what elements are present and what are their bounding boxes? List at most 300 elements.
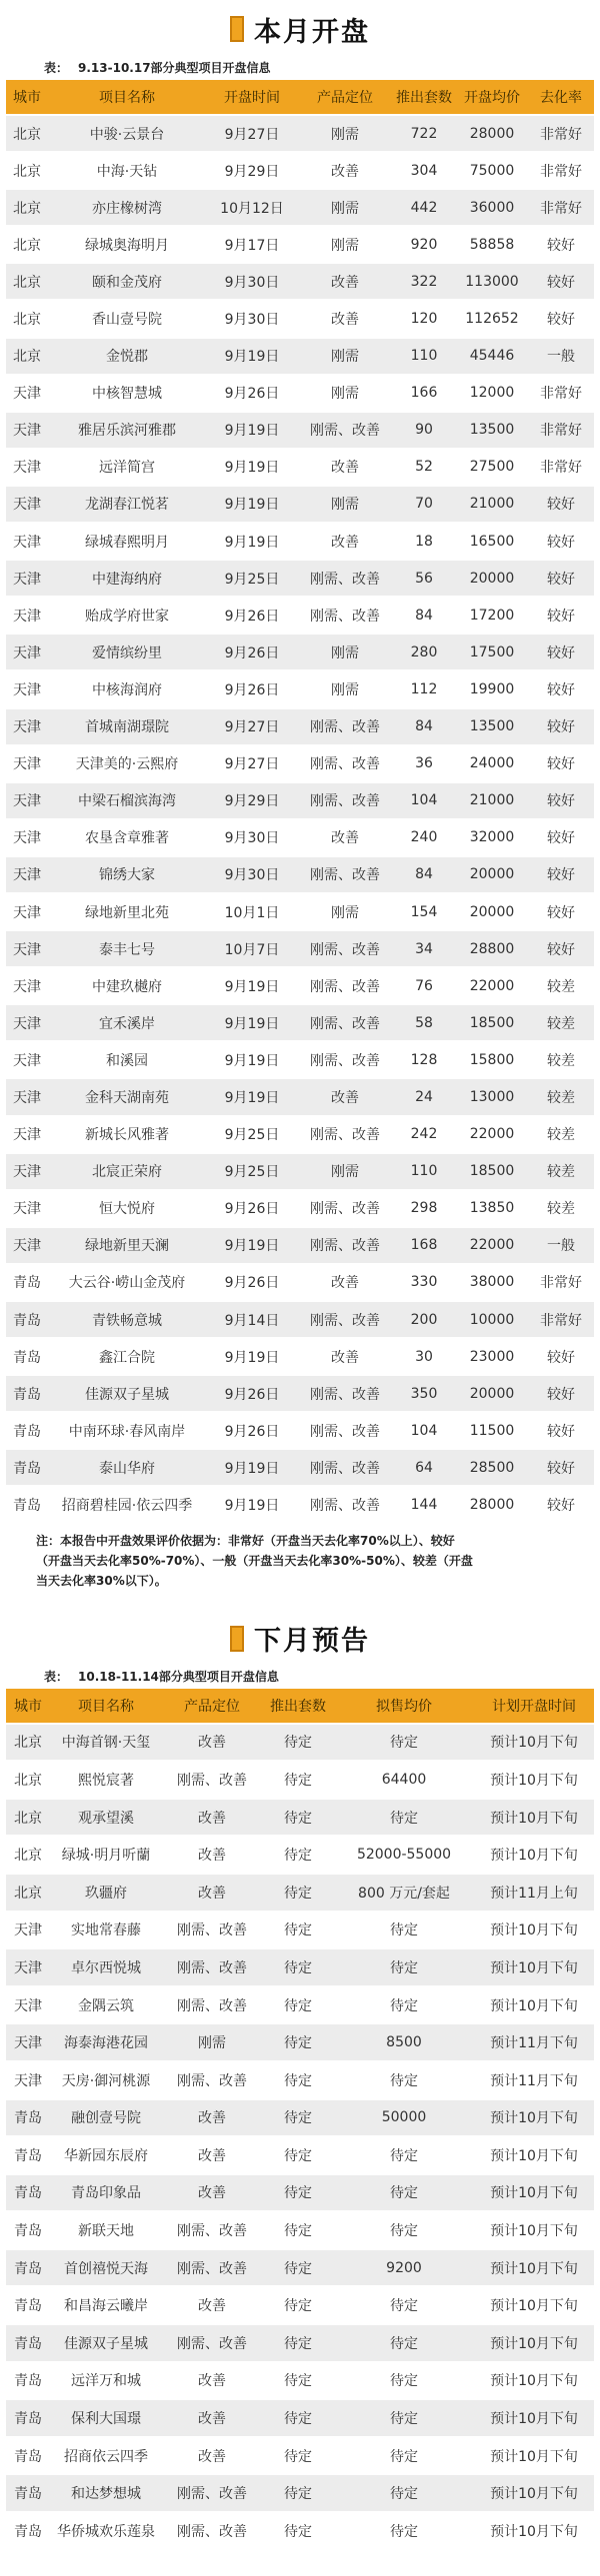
table-cell: 较差: [528, 1079, 594, 1114]
table-cell: 9月25日: [206, 561, 298, 596]
table-cell: 34: [392, 931, 456, 966]
table-body: [6, 116, 594, 1523]
table-cell: 22000: [456, 968, 528, 1003]
column-header: 开盘时间: [206, 80, 298, 114]
table-cell: 较好: [528, 1413, 594, 1448]
table-row: [6, 635, 594, 669]
table-cell: 21000: [456, 783, 528, 818]
table-cell: 较差: [528, 1042, 594, 1077]
table-cell: 华新园东辰府: [50, 2137, 162, 2173]
table-cell: 待定: [262, 2250, 334, 2286]
table-cell: 待定: [334, 2438, 474, 2474]
table-cell: 9月29日: [206, 783, 298, 818]
table-cell: 9月27日: [206, 709, 298, 744]
table-cell: 9月19日: [206, 1450, 298, 1485]
table-cell: 9月27日: [206, 746, 298, 781]
table-cell: 刚需: [298, 671, 392, 706]
table-cell: 天津: [6, 931, 48, 966]
table-cell: 45446: [456, 339, 528, 374]
table-cell: 大云谷·崂山金茂府: [48, 1265, 206, 1300]
table-row: [6, 1450, 594, 1485]
table-cell: 待定: [262, 2175, 334, 2211]
table-row: [6, 1228, 594, 1263]
table-cell: 较差: [528, 968, 594, 1003]
table-cell: 待定: [262, 1987, 334, 2023]
table-cell: 待定: [262, 2325, 334, 2361]
section-marker-icon: [230, 16, 244, 42]
table-cell: 待定: [262, 2363, 334, 2399]
table-cell: 一般: [528, 339, 594, 374]
column-header: 推出套数: [392, 80, 456, 114]
table-row: [6, 1800, 594, 1836]
section-header-next-month: [0, 1611, 600, 1667]
table-cell: 较好: [528, 1376, 594, 1411]
table-cell: 北京: [6, 1725, 50, 1761]
table-cell: 较好: [528, 301, 594, 336]
table-cell: 预计10月下旬: [474, 2400, 594, 2436]
table-row: [6, 968, 594, 1003]
table-header: [6, 1689, 594, 1723]
table-cell: 9月25日: [206, 1117, 298, 1152]
table-cell: 9月19日: [206, 1339, 298, 1374]
table-cell: 待定: [334, 2287, 474, 2323]
table-row: [6, 524, 594, 559]
table-row: [6, 116, 594, 151]
table-cell: 9月19日: [206, 487, 298, 522]
footnote-line: （开盘当天去化率50%-70%）、一般（开盘当天去化率30%-50%）、较差（开盘: [36, 1553, 473, 1568]
table-cell: 改善: [298, 1339, 392, 1374]
caption-text: 10.18-11.14部分典型项目开盘信息: [78, 1669, 279, 1684]
table-cell: 56: [392, 561, 456, 596]
table-cell: 青岛: [6, 2250, 50, 2286]
table-cell: 天房·御河桃源: [50, 2062, 162, 2098]
table-cell: 84: [392, 857, 456, 892]
table-row: [6, 1042, 594, 1077]
table-cell: 90: [392, 413, 456, 448]
table-cell: 待定: [262, 2513, 334, 2549]
table-cell: 爱情缤纷里: [48, 635, 206, 669]
table-caption: [0, 58, 600, 78]
table-cell: 预计10月下旬: [474, 2175, 594, 2211]
table-cell: 75000: [456, 153, 528, 188]
table-cell: 预计10月下旬: [474, 2438, 594, 2474]
table-row: [6, 931, 594, 966]
table-cell: 9月19日: [206, 1487, 298, 1522]
column-header: 计划开盘时间: [474, 1689, 594, 1723]
table-cell: 天津: [6, 671, 48, 706]
table-cell: 刚需、改善: [298, 598, 392, 633]
table-cell: 70: [392, 487, 456, 522]
table-cell: 青岛: [6, 1302, 48, 1337]
table-cell: 华侨城欢乐莲泉: [50, 2513, 162, 2549]
table-cell: 9月30日: [206, 264, 298, 299]
table-row: [6, 1191, 594, 1226]
table-cell: 天津: [6, 598, 48, 633]
table-cell: 9月14日: [206, 1302, 298, 1337]
table-cell: 27500: [456, 450, 528, 485]
table-cell: 雅居乐滨河雅郡: [48, 413, 206, 448]
table-cell: 亦庄橡树湾: [48, 190, 206, 225]
table-cell: 北京: [6, 227, 48, 262]
table-cell: 改善: [162, 2400, 262, 2436]
table-cell: 304: [392, 153, 456, 188]
table-cell: 10000: [456, 1302, 528, 1337]
table-row: [6, 1339, 594, 1374]
table-cell: 刚需、改善: [162, 2513, 262, 2549]
table-cell: 天津: [6, 820, 48, 855]
table-cell: 64400: [334, 1762, 474, 1798]
table-row: [6, 561, 594, 596]
table-cell: 锦绣大家: [48, 857, 206, 892]
table-cell: 刚需、改善: [298, 968, 392, 1003]
table-cell: 绿城·明月听蘭: [50, 1837, 162, 1873]
table-cell: 298: [392, 1191, 456, 1226]
table-cell: 刚需、改善: [298, 746, 392, 781]
table-cell: 刚需、改善: [162, 2212, 262, 2248]
table-cell: 刚需: [298, 116, 392, 151]
table-cell: 改善: [298, 524, 392, 559]
table-cell: 香山壹号院: [48, 301, 206, 336]
table-cell: 中建玖樾府: [48, 968, 206, 1003]
table-cell: 青岛: [6, 2438, 50, 2474]
table-cell: 宜禾溪岸: [48, 1005, 206, 1040]
table-cell: 青岛: [6, 2100, 50, 2136]
table-cell: 和昌海云曦岸: [50, 2287, 162, 2323]
table-cell: 刚需: [298, 1154, 392, 1189]
table-cell: 较好: [528, 820, 594, 855]
table-cell: 9月26日: [206, 1265, 298, 1300]
table-row: [6, 783, 594, 818]
table-cell: 预计10月下旬: [474, 1800, 594, 1836]
table-row: [6, 2100, 594, 2136]
table-row: [6, 598, 594, 633]
table-cell: 待定: [262, 1725, 334, 1761]
table-cell: 天津: [6, 783, 48, 818]
table-cell: 中海首钢·天玺: [50, 1725, 162, 1761]
table-cell: 9月19日: [206, 1228, 298, 1263]
table-cell: 北京: [6, 153, 48, 188]
table-cell: 待定: [262, 1762, 334, 1798]
table-cell: 青铁畅意城: [48, 1302, 206, 1337]
table-cell: 待定: [262, 1837, 334, 1873]
table-cell: 刚需、改善: [298, 1302, 392, 1337]
table-cell: 北京: [6, 1762, 50, 1798]
table-cell: 非常好: [528, 413, 594, 448]
table-cell: 64: [392, 1450, 456, 1485]
table-cell: 融创壹号院: [50, 2100, 162, 2136]
table-cell: 佳源双子星城: [48, 1376, 206, 1411]
table-cell: 改善: [162, 1875, 262, 1911]
table-cell: 较好: [528, 1450, 594, 1485]
forecast-table: [6, 1687, 594, 2551]
table-cell: 较好: [528, 598, 594, 633]
table-cell: 刚需、改善: [298, 931, 392, 966]
table-cell: 北京: [6, 1875, 50, 1911]
table-cell: 442: [392, 190, 456, 225]
table-cell: 天津美的·云熙府: [48, 746, 206, 781]
table-cell: 青岛: [6, 2513, 50, 2549]
table-cell: 贻成学府世家: [48, 598, 206, 633]
table-cell: 9月25日: [206, 1154, 298, 1189]
table-row: [6, 1913, 594, 1948]
table-cell: 240: [392, 820, 456, 855]
table-cell: 13000: [456, 1079, 528, 1114]
table-cell: 预计10月下旬: [474, 2287, 594, 2323]
table-row: [6, 2212, 594, 2248]
table-row: [6, 301, 594, 336]
table-cell: 待定: [334, 2325, 474, 2361]
table-cell: 青岛: [6, 1265, 48, 1300]
table-cell: 刚需、改善: [162, 2475, 262, 2511]
table-cell: 待定: [262, 2287, 334, 2323]
table-cell: 较好: [528, 894, 594, 929]
table-cell: 天津: [6, 857, 48, 892]
table-row: [6, 413, 594, 448]
table-cell: 中骏·云景台: [48, 116, 206, 151]
table-cell: 16500: [456, 524, 528, 559]
table-cell: 待定: [262, 2062, 334, 2098]
table-cell: 天津: [6, 413, 48, 448]
table-cell: 28800: [456, 931, 528, 966]
table-cell: 待定: [262, 2475, 334, 2511]
table-cell: 玖疆府: [50, 1875, 162, 1911]
table-cell: 改善: [298, 153, 392, 188]
table-cell: 待定: [262, 2024, 334, 2060]
table-cell: 刚需、改善: [298, 561, 392, 596]
table-cell: 改善: [162, 1800, 262, 1836]
table-cell: 350: [392, 1376, 456, 1411]
table-cell: 刚需、改善: [298, 1228, 392, 1263]
table-row: [6, 339, 594, 374]
table-cell: 刚需: [298, 227, 392, 262]
table-cell: 非常好: [528, 116, 594, 151]
table-cell: 青岛: [6, 2400, 50, 2436]
table-cell: 刚需: [298, 635, 392, 669]
table-cell: 待定: [262, 1875, 334, 1911]
table-cell: 改善: [298, 450, 392, 485]
table-cell: 天津: [6, 1228, 48, 1263]
table-cell: 非常好: [528, 1265, 594, 1300]
table-cell: 预计10月下旬: [474, 2250, 594, 2286]
table-cell: 刚需、改善: [298, 1487, 392, 1522]
table-row: [6, 820, 594, 855]
table-cell: 较差: [528, 1005, 594, 1040]
table-cell: 待定: [334, 1725, 474, 1761]
table-cell: 113000: [456, 264, 528, 299]
table-cell: 800 万元/套起: [334, 1875, 474, 1911]
table-cell: 待定: [334, 2400, 474, 2436]
table-cell: 30: [392, 1339, 456, 1374]
table-cell: 11500: [456, 1413, 528, 1448]
table-cell: 颐和金茂府: [48, 264, 206, 299]
table-cell: 农垦含章雅著: [48, 820, 206, 855]
table-row: [6, 2024, 594, 2060]
table-cell: 52: [392, 450, 456, 485]
table-cell: 待定: [334, 1949, 474, 1985]
table-cell: 远洋万和城: [50, 2363, 162, 2399]
table-row: [6, 2400, 594, 2436]
table-cell: 金隅云筑: [50, 1987, 162, 2023]
table-cell: 天津: [6, 1987, 50, 2023]
table-cell: 较好: [528, 487, 594, 522]
table-cell: 280: [392, 635, 456, 669]
table-cell: 海泰海港花园: [50, 2024, 162, 2060]
table-cell: 预计10月下旬: [474, 1725, 594, 1761]
table-cell: 144: [392, 1487, 456, 1522]
table-cell: 首创禧悦天海: [50, 2250, 162, 2286]
table-cell: 较好: [528, 709, 594, 744]
table-cell: 58858: [456, 227, 528, 262]
table-cell: 改善: [298, 1265, 392, 1300]
table-cell: 北京: [6, 190, 48, 225]
table-row: [6, 2475, 594, 2511]
table-row: [6, 264, 594, 299]
table-cell: 23000: [456, 1339, 528, 1374]
table-cell: 预计10月下旬: [474, 2513, 594, 2549]
table-cell: 天津: [6, 1154, 48, 1189]
table-cell: 青岛: [6, 2212, 50, 2248]
table-cell: 和达梦想城: [50, 2475, 162, 2511]
table-cell: 保利大国璟: [50, 2400, 162, 2436]
table-cell: 24: [392, 1079, 456, 1114]
table-cell: 166: [392, 376, 456, 411]
table-cell: 中南环球·春风南岸: [48, 1413, 206, 1448]
table-cell: 28000: [456, 1487, 528, 1522]
table-cell: 预计10月下旬: [474, 2100, 594, 2136]
footnote-line: 注：本报告中开盘效果评价依据为：非常好（开盘当天去化率70%以上）、较好: [36, 1533, 455, 1548]
table-cell: 较好: [528, 524, 594, 559]
table-cell: 较好: [528, 264, 594, 299]
table-cell: 9月19日: [206, 1005, 298, 1040]
table-cell: 刚需、改善: [162, 2250, 262, 2286]
table-cell: 天津: [6, 709, 48, 744]
table-cell: 待定: [334, 2212, 474, 2248]
table-cell: 天津: [6, 894, 48, 929]
table-cell: 预计10月下旬: [474, 1987, 594, 2023]
table-cell: 110: [392, 1154, 456, 1189]
table-cell: 卓尔西悦城: [50, 1949, 162, 1985]
table-cell: 112: [392, 671, 456, 706]
caption-label: 表：: [44, 1669, 69, 1684]
table-cell: 刚需、改善: [298, 1376, 392, 1411]
table-cell: 刚需、改善: [298, 857, 392, 892]
table-cell: 9月29日: [206, 153, 298, 188]
table-cell: 18500: [456, 1154, 528, 1189]
caption-text: 9.13-10.17部分典型项目开盘信息: [78, 61, 271, 75]
table-cell: 鑫江合院: [48, 1339, 206, 1374]
table-cell: 待定: [334, 2475, 474, 2511]
table-cell: 200: [392, 1302, 456, 1337]
section-marker-icon: [230, 1626, 244, 1652]
table-cell: 改善: [298, 1079, 392, 1114]
column-header: 产品定位: [298, 80, 392, 114]
table-cell: 9月26日: [206, 1191, 298, 1226]
table-row: [6, 1079, 594, 1114]
table-cell: 较好: [528, 561, 594, 596]
table-row: [6, 1837, 594, 1873]
table-cell: 刚需: [162, 2024, 262, 2060]
table-cell: 青岛印象品: [50, 2175, 162, 2211]
table-cell: 刚需、改善: [162, 1949, 262, 1985]
table-row: [6, 857, 594, 892]
table-cell: 13500: [456, 413, 528, 448]
table-cell: 绿城奥海明月: [48, 227, 206, 262]
table-cell: 较好: [528, 227, 594, 262]
table-cell: 较好: [528, 931, 594, 966]
table-cell: 天津: [6, 2062, 50, 2098]
table-cell: 北京: [6, 116, 48, 151]
table-cell: 非常好: [528, 376, 594, 411]
header-row: [6, 1689, 594, 1723]
table-cell: 中海·天钻: [48, 153, 206, 188]
table-cell: 待定: [262, 2100, 334, 2136]
table-cell: 青岛: [6, 2175, 50, 2211]
table-cell: 较好: [528, 1487, 594, 1522]
table-cell: 9月26日: [206, 376, 298, 411]
table-cell: 待定: [334, 2137, 474, 2173]
table-row: [6, 1376, 594, 1411]
table-cell: 待定: [334, 2062, 474, 2098]
table-cell: 非常好: [528, 153, 594, 188]
table-row: [6, 2250, 594, 2286]
table-cell: 刚需、改善: [298, 1191, 392, 1226]
table-cell: 12000: [456, 376, 528, 411]
table-header: [6, 80, 594, 114]
table-cell: 天津: [6, 1005, 48, 1040]
section-title: 下月预告: [254, 1626, 370, 1658]
table-cell: 预计10月下旬: [474, 1913, 594, 1948]
table-cell: 天津: [6, 1949, 50, 1985]
table-cell: 9月19日: [206, 413, 298, 448]
table-cell: 17200: [456, 598, 528, 633]
table-cell: 预计10月下旬: [474, 2325, 594, 2361]
table-cell: 观承望溪: [50, 1800, 162, 1836]
table-cell: 20000: [456, 1376, 528, 1411]
table-cell: 熙悦宸著: [50, 1762, 162, 1798]
table-cell: 改善: [162, 2438, 262, 2474]
table-cell: 17500: [456, 635, 528, 669]
table-cell: 较好: [528, 671, 594, 706]
table-cell: 722: [392, 116, 456, 151]
table-cell: 龙湖春江悦茗: [48, 487, 206, 522]
table-cell: 绿地新里北苑: [48, 894, 206, 929]
table-cell: 改善: [298, 301, 392, 336]
table-cell: 22000: [456, 1117, 528, 1152]
table-cell: 待定: [334, 2363, 474, 2399]
table-row: [6, 487, 594, 522]
table-cell: 9月30日: [206, 301, 298, 336]
table-cell: 较好: [528, 1339, 594, 1374]
table-cell: 北京: [6, 264, 48, 299]
table-cell: 9月17日: [206, 227, 298, 262]
table-cell: 13500: [456, 709, 528, 744]
table-row: [6, 153, 594, 188]
table-cell: 刚需、改善: [162, 1913, 262, 1948]
table-cell: 322: [392, 264, 456, 299]
table-cell: 58: [392, 1005, 456, 1040]
table-cell: 84: [392, 598, 456, 633]
table-row: [6, 1117, 594, 1152]
table-cell: 9月26日: [206, 598, 298, 633]
table-row: [6, 450, 594, 485]
table-cell: 北京: [6, 1837, 50, 1873]
table-cell: 920: [392, 227, 456, 262]
table-cell: 非常好: [528, 190, 594, 225]
table-cell: 22000: [456, 1228, 528, 1263]
table-cell: 待定: [262, 2137, 334, 2173]
opening-table: [6, 78, 594, 1525]
table-cell: 预计11月下旬: [474, 2062, 594, 2098]
